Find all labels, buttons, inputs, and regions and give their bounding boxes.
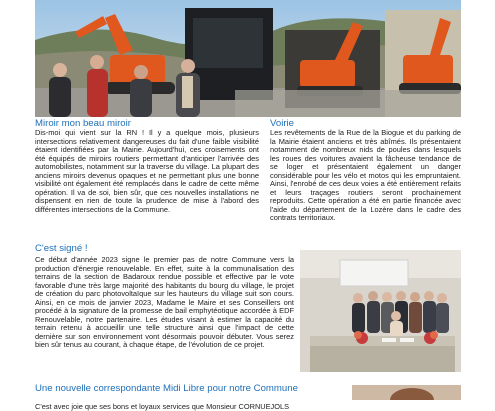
miroir-body: Dis-moi qui vient sur la RN ! Il y a quelque mois, plusieurs intersections relativement dangereuses du fait d'une faible visibilité étaient identifiées par la Mairie. Aujourd'hui, ces croisements ont été équipés de miroirs routiers permettant d'anticiper l'arrivée des automobilistes, notamment sur la traverse du village. La plupart des anciens miroirs devenus opaques et ne permettant plus une bonne visibilité ont également été remplacés dans le cadre de cette même opération. Il va de soi, bien sûr, que ces nouvelles installations ne dispensent en rien de toute la prudence de mise à l'abord des différentes intersections de la Commune. [35,128,259,214]
correspondent-photo [352,385,461,400]
voirie-title: Voirie [270,118,294,129]
signing-photo [300,250,461,372]
correspondante-title: Une nouvelle correspondante Midi Libre pour notre Commune [35,383,298,394]
miroir-title: Miroir mon beau miroir [35,118,131,129]
correspondante-body-start: C'est avec joie que ses bons et loyaux services que Monsieur CORNUEJOLS [35,403,290,411]
equipment-photo [35,0,461,117]
signe-title: C'est signé ! [35,243,88,254]
voirie-body: Les revêtements de la Rue de la Biogue et du parking de la Mairie étaient anciens et très abîmés. Ils présentaient notamment de nombreux nids de poules dans lesquels les roues des voitures avaient la fâcheuse tendance de se loger et présentaient également un danger considérable pour les vélo et motos qui les empruntaient. Ainsi, l'enrobé de ces deux voies a été entièrement refaits et leurs traçages routiers seront prochainement reproduits. Cette opération a été en partie financée avec l'aide du département de la Lozère dans le cadre des contrats territoriaux. [270,128,461,223]
signe-body: Ce début d'année 2023 signe le premier pas de notre Commune vers la production d'énergie renouvelable. En effet, suite à la communalisation des terrains de la section de Badaroux rendue possible et effective par le vote favorable d'une très large majorité des habitants du bourg du village, le projet de création du parc photovoltaïque sur les hauteurs du village suit son cours. Ainsi, en ce mois de janvier 2023, Madame le Maire et ses Conseillers ont procédé à la signature de la promesse de bail emphytéotique accordée à EDF Renouvelable, notre partenaire. Les études visant à estimer la capacité du terrain retenu à accueillir une telle structure ainsi que l'impact de cette dernière sur son environnement vont désormais pouvoir débuter. Vous serez bien sûr tenus au courant, à chaque étape, de l'évolution de ce projet. [35,255,294,350]
